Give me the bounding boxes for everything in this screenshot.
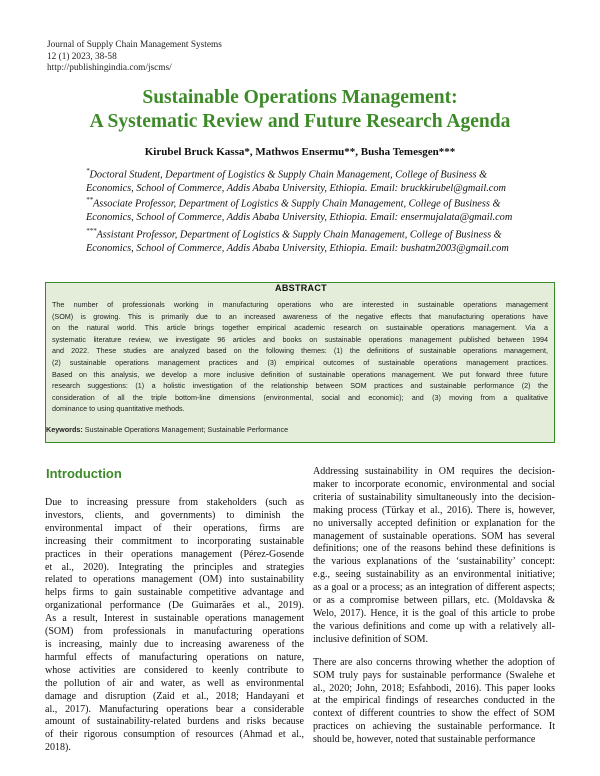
paragraph-line: the various definitions and come up with a relatively all- <box>313 620 555 632</box>
paragraph-line: practices in their operations management (Pérez-Gosende <box>45 548 304 560</box>
paper-title <box>0 86 600 134</box>
paragraph-line: Addressing sustainability in OM requires the decision- <box>313 466 555 477</box>
paragraph-line: harmful effects of manufacturing operations on nature, <box>45 651 304 663</box>
affiliation-line: Economics, School of Commerce, Addis Ababa University, Ethiopia. Email: ensermujalata@gmail.com <box>86 211 513 223</box>
affiliation-mark: * <box>86 167 90 175</box>
affiliation-mark: ** <box>86 196 93 204</box>
paragraph-line: making process (Türkay et al., 2016). There is, however, <box>313 504 555 516</box>
paragraph-line: (SOM) from professionals in manufacturing operations <box>45 626 304 638</box>
journal-volume: 12 (1) 2023, 38-58 <box>47 51 117 62</box>
paragraph-line: practices on achieving the sustainable performance. It <box>313 721 555 733</box>
paragraph-gap <box>313 647 555 657</box>
paragraph-line: related to operations management (OM) into sustainability <box>45 574 304 586</box>
keywords <box>46 424 556 435</box>
journal-name: Journal of Supply Chain Management Systems <box>47 40 222 50</box>
affiliation-line <box>86 165 526 182</box>
paragraph-line: amount of sustainability-related burdens and risks because <box>45 716 304 728</box>
paragraph-line: at the empirical findings of researches conducted in the <box>313 695 555 707</box>
journal-url[interactable]: http://publishingindia.com/jscms/ <box>47 63 172 74</box>
paragraph-line: Welo, 2017). Hence, it is the goal of this article to probe <box>313 607 555 619</box>
paragraph-line: maker to incorporate economic, environmental and social <box>313 478 555 490</box>
affiliation-3 <box>86 225 526 255</box>
abstract-line: (2) sustainable operations management practices and (3) empirical outcomes of sustainable operations management practices. <box>52 357 548 367</box>
abstract-body <box>52 299 548 415</box>
paragraph-line: As a result, Interest in sustainable operations management <box>45 613 304 625</box>
author-list: Kirubel Bruck Kassa*, Mathwos Ensermu**, Busha Temesgen*** <box>144 146 456 158</box>
paragraph-line: Due to increasing pressure from stakeholders (such as <box>45 497 304 508</box>
abstract-line: systematic literature review, we investigate 96 articles and books on sustainable operations management published between 1994 <box>52 334 548 344</box>
paragraph-line: damage and disruption (Zaid et al., 2018; Handayani et <box>45 690 304 702</box>
paragraph-line: environmental impact of their operations, firms are <box>45 522 304 534</box>
paragraph-line: management of sustainable operations. SOM has several <box>313 530 555 542</box>
title-line-2: A Systematic Review and Future Research Agenda <box>89 111 511 132</box>
paragraph-line: al., 2020; John, 2018; Esfahbodi, 2016). This paper looks <box>313 682 555 694</box>
affiliation-line <box>86 225 526 242</box>
paragraph-line: inclusive definition of SOM. <box>313 633 428 645</box>
paragraph-line: increasing their commitment to incorporating sustainable <box>45 535 304 547</box>
affiliation-2 <box>86 194 526 224</box>
body-column-left <box>45 497 304 755</box>
section-heading-introduction: Introduction <box>46 466 122 481</box>
paragraph-line: context of different countries to show the effect of SOM <box>313 708 555 720</box>
affiliation-1 <box>86 165 526 195</box>
paragraph-line: et al., 2020). Integrating the principles and strategies <box>45 561 304 573</box>
paragraph-line: criteria of sustainability simultaneously into the decision- <box>313 491 555 503</box>
paragraph-line: There are also concerns throwing whether the adoption of <box>313 656 555 668</box>
title-line-1: Sustainable Operations Management: <box>142 87 458 108</box>
paragraph-line: of their rigorous consumption of resources (Ahmad et al., <box>45 729 304 741</box>
paragraph-line: al., 2017). Manufacturing operations bear a considerable <box>45 703 304 715</box>
paragraph-line: or as a compromise between pillars, etc. (Moldavska & <box>313 595 555 607</box>
paragraph-line: 2018). <box>45 742 71 754</box>
abstract-line: Based on this analysis, we develop a more inclusive definition of sustainable operations management. We put forward three future <box>52 369 548 379</box>
affiliation-text: Assistant Professor, Department of Logistics & Supply Chain Management, College of Business & <box>96 229 502 241</box>
affiliation-line <box>86 194 526 211</box>
paragraph-line: investors, clients, and governments) to diminish the <box>45 509 304 521</box>
abstract-heading: ABSTRACT <box>275 283 327 293</box>
keywords-text: Sustainable Operations Management; Sustainable Performance <box>84 425 289 434</box>
abstract-line: on the natural world. This article brings together empirical academic research on sustainable operations management. Via a <box>52 323 548 333</box>
paragraph-line: no universally accepted definition or explanation for the <box>313 517 555 529</box>
body-column-right <box>313 466 555 747</box>
paragraph-line: should be, however, noted that sustainable performance <box>313 734 536 746</box>
paragraph-line: the pollution of air and water, as well as environmental <box>45 677 304 689</box>
keywords-label: Keywords: <box>46 425 83 434</box>
paragraph-line: is increasing, mainly due to increasing awareness of the <box>45 638 304 650</box>
paragraph-line: as a goal or a process; as an integration of different aspects; <box>313 582 555 594</box>
abstract-line: (SOM) is growing. This is primarily due to an increased awareness of the negative effects that manufacturing operations have <box>52 311 548 321</box>
abstract-line: consideration of all the triple bottom-line dimensions (environmental, social and economic); and (3) moving from a qualitative <box>52 392 548 402</box>
affiliation-line: Economics, School of Commerce, Addis Ababa University, Ethiopia. Email: bruckkirubel@gmail.com <box>86 182 506 194</box>
abstract-line: and 2022. These studies are analyzed based on the following themes: (1) the definitions of sustainable operations management, <box>52 346 548 356</box>
paragraph-line: definitions; one of the reasons behind these definitions is <box>313 543 555 555</box>
affiliation-mark: *** <box>86 227 97 235</box>
affiliation-text: Doctoral Student, Department of Logistics & Supply Chain Management, College of Business & <box>89 169 488 181</box>
affiliation-text: Associate Professor, Department of Logistics & Supply Chain Management, College of Business & <box>93 198 501 210</box>
abstract-line: dominance to using quantitative methods. <box>52 404 185 414</box>
paragraph-line: whose activities are considered to keenly contribute to <box>45 664 304 676</box>
paragraph-line: organizational performance (De Guimarães et al., 2019). <box>45 600 304 612</box>
abstract-line: The number of professionals working in manufacturing operations who are interested in sustainable operations management <box>52 300 548 309</box>
affiliation-line: Economics, School of Commerce, Addis Ababa University, Ethiopia. Email: bushatm2003@gmail.com <box>86 242 509 254</box>
paragraph-line: SOM truly pays for sustainable performance (Swalehe et <box>313 669 555 681</box>
paragraph-line: helps firms to gain sustainable competitive advantage and <box>45 587 304 599</box>
paragraph-line: the various explanations of the ‘sustainability’ concept: <box>313 556 555 568</box>
abstract-box <box>45 282 555 443</box>
journal-header <box>47 40 222 75</box>
abstract-line: research suggestions: (1) a holistic investigation of the relationship between SOM practices and sustainable performance (2) the <box>52 381 548 391</box>
paragraph-line: e.g., seeing sustainability as an environmental initiative; <box>313 569 555 581</box>
